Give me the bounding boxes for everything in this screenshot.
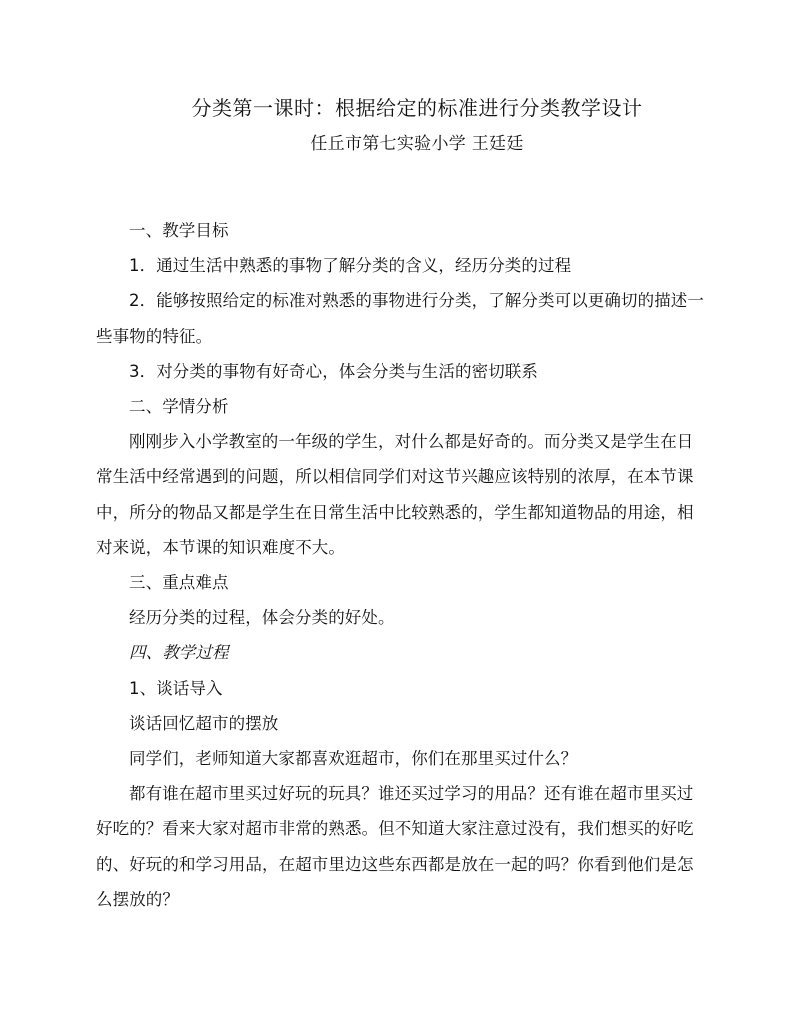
section-heading-process: 四、教学过程 xyxy=(129,643,229,663)
step-1-subheading: 谈话回忆超市的摆放 xyxy=(129,713,279,733)
section-heading-key-points: 三、重点难点 xyxy=(129,573,229,593)
goal-item-3: 3．对分类的事物有好奇心，体会分类与生活的密切联系 xyxy=(129,361,538,381)
step-1-paragraph-1: 同学们，老师知道大家都喜欢逛超市，你们在那里买过什么？ xyxy=(129,749,578,769)
section-heading-analysis: 二、学情分析 xyxy=(129,397,229,417)
goal-item-2: 2．能够按照给定的标准对熟悉的事物进行分类，了解分类可以更确切的描述一些事物的特征。 xyxy=(96,291,704,346)
analysis-paragraph: 刚刚步入小学教室的一年级的学生，对什么都是好奇的。而分类又是学生在日常生活中经常遇到的问题，所以相信同学们对这节兴趣应该特别的浓厚，在本节课中，所分的物品又都是学生在日常生活中比较熟悉的，学生都知道物品的用途，相对来说，本节课的知识难度不大。 xyxy=(96,432,694,557)
document-body xyxy=(96,213,706,917)
step-1-paragraph-2: 都有谁在超市里买过好玩的玩具？谁还买过学习的用品？还有谁在超市里买过好吃的？看来大家对超市非常的熟悉。但不知道大家注意过没有，我们想买的好吃的、好玩的和学习用品，在超市里边这些东西都是放在一起的吗？你看到他们是怎么摆放的？ xyxy=(96,784,694,909)
key-points-paragraph: 经历分类的过程，体会分类的好处。 xyxy=(129,608,395,628)
author-line: 任丘市第七实验小学 王廷廷 xyxy=(310,134,524,154)
step-1-heading: 1、谈话导入 xyxy=(129,678,223,698)
goal-item-1: 1．通过生活中熟悉的事物了解分类的含义，经历分类的过程 xyxy=(129,256,572,276)
section-heading-goals: 一、教学目标 xyxy=(129,221,229,240)
document-title: 分类第一课时：根据给定的标准进行分类教学设计 xyxy=(191,96,643,120)
